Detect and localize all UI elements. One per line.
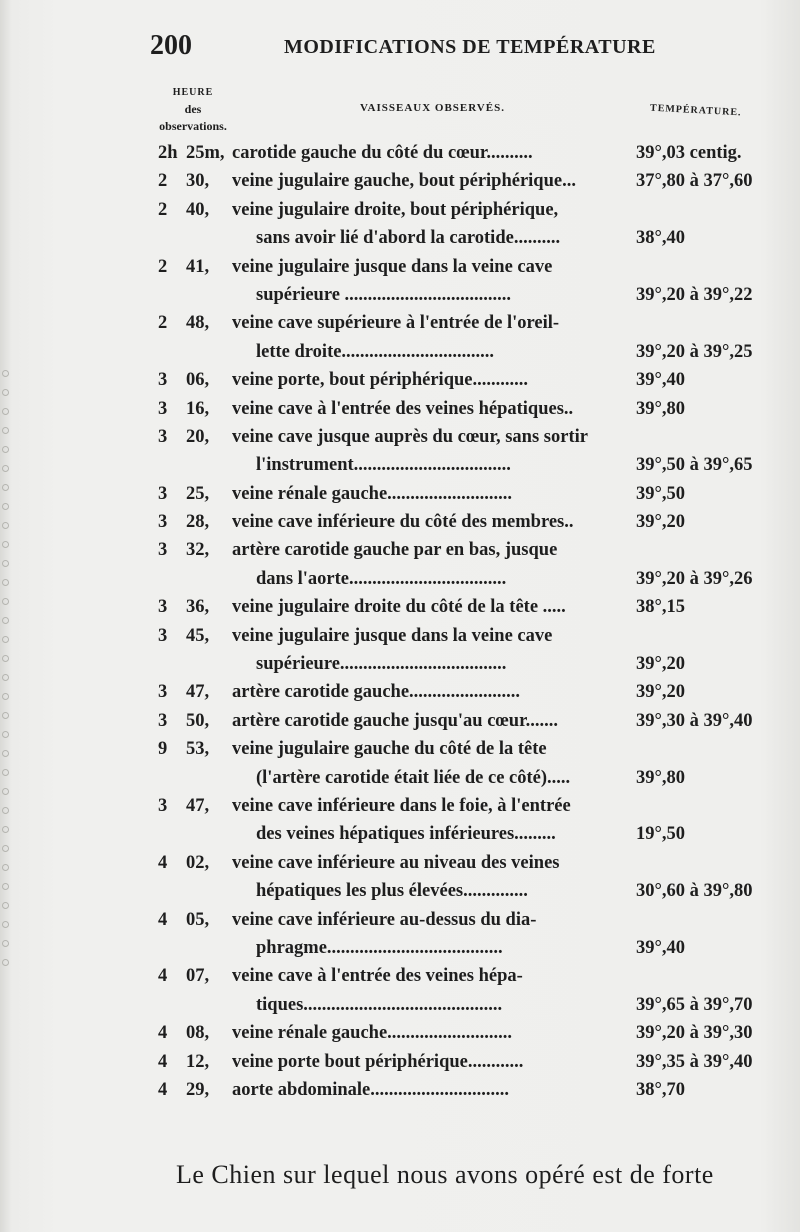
temperature-value: 39°,20 à 39°,25 — [636, 341, 753, 362]
temperature-value: 39°,50 à 39°,65 — [636, 455, 753, 476]
temperature-value: 39°,20 à 39°,22 — [636, 284, 753, 305]
vessel-description: veine cave à l'entrée des veines hépa- — [232, 966, 523, 987]
page-number: 200 — [150, 30, 192, 61]
vessel-description: aorte abdominale.............................. — [232, 1079, 509, 1100]
vessel-description: phragme...................................... — [256, 937, 503, 958]
hour-cell: 3 — [158, 398, 168, 419]
hour-cell: 4 — [158, 1079, 168, 1100]
minute-cell: 48, — [186, 313, 210, 334]
vessel-description: veine jugulaire droite, bout périphérique, — [232, 199, 559, 220]
hour-cell: 3 — [158, 370, 168, 391]
temperature-value: 39°,35 à 39°,40 — [636, 1051, 753, 1072]
hour-cell: 3 — [158, 597, 168, 618]
hour-cell: 2 — [158, 199, 168, 220]
minute-cell: 20, — [186, 426, 210, 447]
table-row — [0, 339, 800, 367]
minute-cell: 36, — [186, 597, 210, 618]
minute-cell: 02, — [186, 852, 210, 873]
table-row — [0, 509, 800, 537]
minute-cell: 53, — [186, 739, 210, 760]
vessel-description: veine jugulaire droite du côté de la tête ..... — [232, 597, 566, 618]
hour-header-line1: HEURE — [172, 87, 214, 98]
table-row — [0, 623, 800, 651]
table-row — [0, 396, 800, 424]
minute-cell: 41, — [186, 256, 210, 277]
vessel-description: veine jugulaire jusque dans la veine cave — [232, 625, 553, 646]
hour-cell: 3 — [158, 483, 168, 504]
table-row — [0, 736, 800, 764]
temperature-value: 39°,20 — [636, 512, 686, 533]
hour-cell: 2 — [158, 313, 168, 334]
minute-cell: 08, — [186, 1023, 210, 1044]
temperature-value: 37°,80 à 37°,60 — [636, 171, 753, 192]
temperature-value: 38°,40 — [636, 228, 686, 249]
vessel-description: l'instrument.................................. — [256, 455, 511, 476]
running-head: MODIFICATIONS DE TEMPÉRATURE — [284, 36, 656, 58]
hour-cell: 9 — [158, 739, 168, 760]
minute-cell: 32, — [186, 540, 210, 561]
vessel-description: veine porte, bout périphérique............ — [232, 370, 528, 391]
hour-cell: 3 — [158, 625, 168, 646]
hour-cell: 2h — [158, 143, 178, 163]
body-text-line: Le Chien sur lequel nous avons opéré est de forte — [176, 1160, 714, 1189]
vessel-description: veine cave inférieure dans le foie, à l'entrée — [232, 795, 571, 816]
vessel-description: artère carotide gauche........................ — [232, 682, 521, 703]
table-row — [0, 225, 800, 253]
table-row — [0, 679, 800, 707]
table-row — [0, 481, 800, 509]
temperature-value: 39°,40 — [636, 370, 686, 391]
minute-cell: 12, — [186, 1051, 210, 1072]
table-row — [0, 1077, 800, 1105]
temperature-value: 39°,30 à 39°,40 — [636, 710, 753, 731]
vessel-description: veine cave inférieure au-dessus du dia- — [232, 909, 537, 930]
table-row — [0, 537, 800, 565]
table-row — [0, 765, 800, 793]
hour-cell: 4 — [158, 852, 168, 873]
column-header-hour — [148, 84, 238, 135]
hour-cell: 2 — [158, 171, 168, 192]
hour-header-line2: des — [184, 102, 202, 116]
table-row — [0, 310, 800, 338]
minute-cell: 50, — [186, 710, 210, 731]
table-row — [0, 254, 800, 282]
vessel-description: veine cave inférieure du côté des membres.. — [232, 512, 574, 533]
temperature-value: 39°,65 à 39°,70 — [636, 994, 753, 1015]
table-row — [0, 168, 800, 196]
minute-cell: 45, — [186, 625, 210, 646]
table-row — [0, 197, 800, 225]
minute-cell: 25, — [186, 483, 210, 504]
hour-cell: 3 — [158, 682, 168, 703]
hour-cell: 3 — [158, 795, 168, 816]
minute-cell: 47, — [186, 795, 210, 816]
table-row — [0, 651, 800, 679]
hour-cell: 3 — [158, 426, 168, 447]
table-row — [0, 367, 800, 395]
temperature-value: 19°,50 — [636, 824, 686, 845]
vessel-description: sans avoir lié d'abord la carotide.......... — [256, 228, 561, 249]
table-row — [0, 1049, 800, 1077]
vessel-description: lette droite................................. — [256, 341, 495, 362]
minute-cell: 25m, — [186, 143, 225, 163]
observation-table — [0, 140, 800, 1105]
table-row — [0, 1020, 800, 1048]
minute-cell: 29, — [186, 1079, 210, 1100]
temperature-value: 39°,03 centig. — [636, 143, 742, 163]
vessel-description: veine rénale gauche........................... — [232, 1023, 513, 1044]
vessel-description: veine cave supérieure à l'entrée de l'oreil- — [232, 313, 560, 334]
temperature-value: 39°,80 — [636, 767, 686, 788]
temperature-value: 30°,60 à 39°,80 — [636, 881, 753, 902]
vessel-description: veine jugulaire jusque dans la veine cave — [232, 256, 553, 277]
vessel-description: supérieure .................................... — [256, 284, 512, 305]
table-row — [0, 594, 800, 622]
vessel-description: dans l'aorte.................................. — [256, 568, 507, 589]
vessel-description: artère carotide gauche par en bas, jusque — [232, 540, 558, 561]
temperature-value: 38°,70 — [636, 1079, 686, 1100]
temperature-value: 39°,50 — [636, 483, 686, 504]
table-row — [0, 424, 800, 452]
hour-cell: 4 — [158, 1023, 168, 1044]
vessel-description: veine cave inférieure au niveau des veines — [232, 852, 560, 873]
vessel-description: tiques........................................... — [256, 994, 503, 1015]
hour-cell: 4 — [158, 966, 168, 987]
vessel-description: veine rénale gauche........................... — [232, 483, 513, 504]
minute-cell: 28, — [186, 512, 210, 533]
column-header-vessels: VAISSEAUX OBSERVÉS. — [360, 102, 505, 114]
hour-cell: 3 — [158, 540, 168, 561]
vessel-description: des veines hépatiques inférieures......... — [256, 824, 556, 845]
vessel-description: hépatiques les plus élevées.............. — [256, 881, 528, 902]
vessel-description: veine porte bout périphérique............ — [232, 1051, 524, 1072]
temperature-value: 39°,80 — [636, 398, 686, 419]
hour-cell: 2 — [158, 256, 168, 277]
hour-header-line3: observations. — [159, 119, 227, 133]
minute-cell: 47, — [186, 682, 210, 703]
minute-cell: 30, — [186, 171, 210, 192]
vessel-description: veine cave jusque auprès du cœur, sans sortir — [232, 426, 588, 447]
minute-cell: 40, — [186, 199, 210, 220]
table-row — [0, 992, 800, 1020]
column-header-temperature: TEMPÉRATURE. — [649, 102, 742, 119]
vessel-description: veine jugulaire gauche, bout périphérique... — [232, 171, 576, 192]
table-row — [0, 566, 800, 594]
vessel-description: (l'artère carotide était liée de ce côté)..... — [256, 767, 571, 788]
table-row — [0, 452, 800, 480]
table-row — [0, 140, 800, 168]
table-row — [0, 793, 800, 821]
vessel-description: veine cave à l'entrée des veines hépatiques.. — [232, 398, 574, 419]
minute-cell: 07, — [186, 966, 210, 987]
table-row — [0, 282, 800, 310]
vessel-description: artère carotide gauche jusqu'au cœur....... — [232, 710, 558, 731]
hour-cell: 3 — [158, 512, 168, 533]
temperature-value: 39°,20 — [636, 654, 686, 675]
hour-cell: 4 — [158, 909, 168, 930]
hour-cell: 4 — [158, 1051, 168, 1072]
table-row — [0, 907, 800, 935]
table-row — [0, 708, 800, 736]
temperature-value: 38°,15 — [636, 597, 686, 618]
temperature-value: 39°,20 à 39°,26 — [636, 568, 753, 589]
table-row — [0, 963, 800, 991]
temperature-value: 39°,40 — [636, 937, 686, 958]
minute-cell: 16, — [186, 398, 210, 419]
minute-cell: 06, — [186, 370, 210, 391]
table-row — [0, 935, 800, 963]
vessel-description: carotide gauche du côté du cœur.......... — [232, 143, 533, 163]
table-row — [0, 878, 800, 906]
temperature-value: 39°,20 à 39°,30 — [636, 1023, 753, 1044]
hour-cell: 3 — [158, 710, 168, 731]
table-row — [0, 850, 800, 878]
minute-cell: 05, — [186, 909, 210, 930]
vessel-description: supérieure.................................... — [256, 654, 507, 675]
temperature-value: 39°,20 — [636, 682, 686, 703]
vessel-description: veine jugulaire gauche du côté de la tête — [232, 739, 547, 760]
table-row — [0, 821, 800, 849]
